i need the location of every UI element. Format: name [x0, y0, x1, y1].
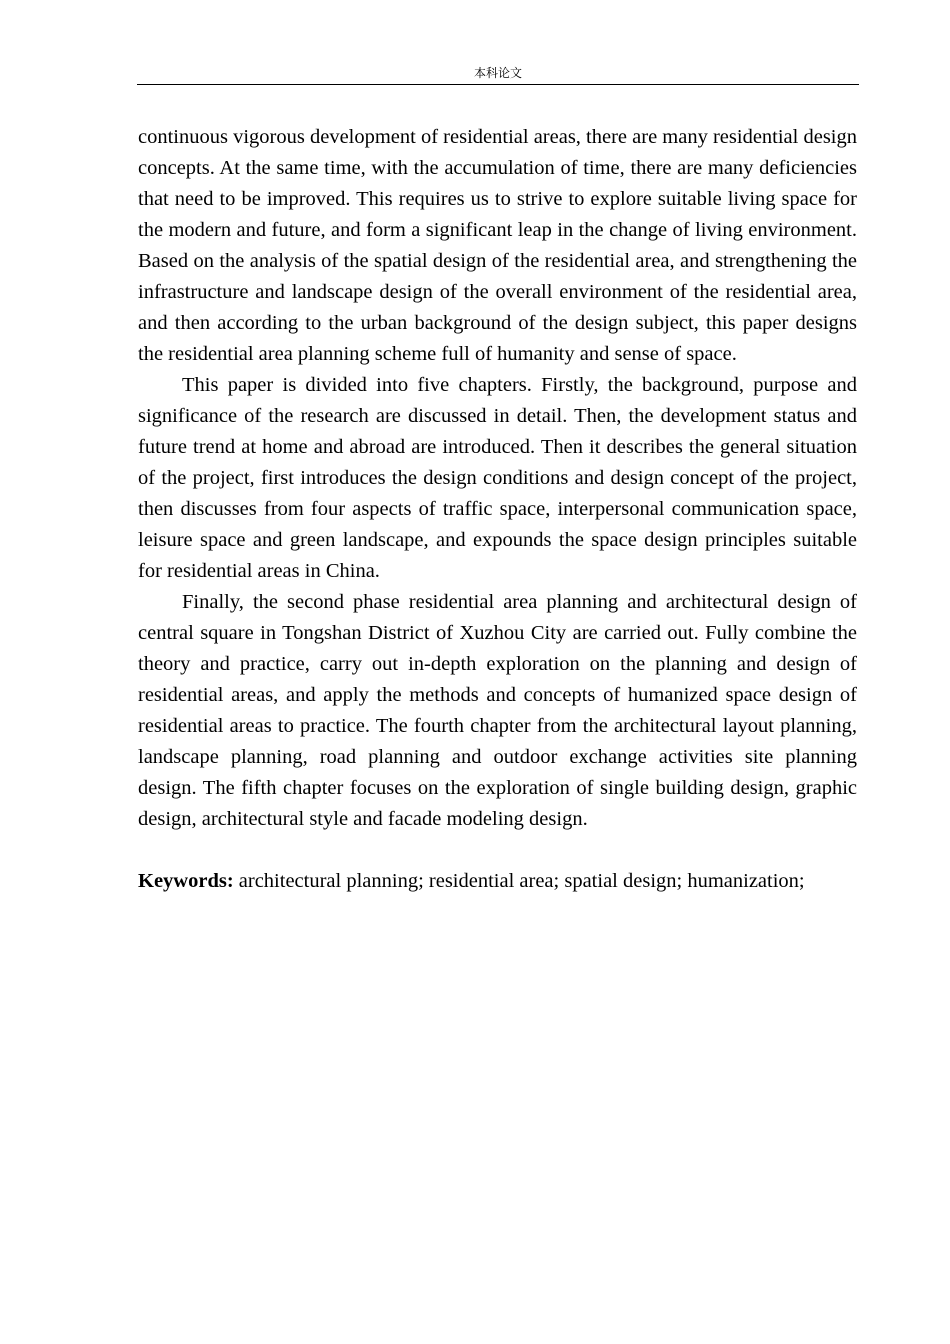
body-paragraph: continuous vigorous development of residential areas, there are many residential design concepts. At the same time, with the accumulation of time, there are many deficiencies that need to be improved. This requires us to strive to explore suitable living space for the modern and future, and form a significant leap in the change of living environment. Based on the analysis of the spatial design of the residential area, and strengthening the infrastructure and landscape design of the overall environment of the residential area, and then according to the urban background of the design subject, this paper designs the residential area planning scheme full of humanity and sense of space. — [138, 126, 857, 365]
page-header — [137, 64, 859, 85]
header-title: 本科论文 — [473, 66, 522, 80]
body-paragraph: This paper is divided into five chapters. Firstly, the background, purpose and significance of the research are discussed in detail. Then, the development status and future trend at home and abroad are introduced. Then it describes the general situation of the project, first introduces the design conditions and design concept of the project, then discusses from four aspects of traffic space, interpersonal communication space, leisure space and green landscape, and expounds the space design principles suitable for residential areas in China. — [138, 374, 857, 582]
document-body — [138, 122, 857, 897]
keywords-text: architectural planning; residential area; spatial design; humanization; — [233, 870, 805, 892]
keywords-label: Keywords: — [138, 870, 234, 892]
body-paragraph: Finally, the second phase residential area planning and architectural design of central square in Tongshan District of Xuzhou City are carried out. Fully combine the theory and practice, carry out in-depth exploration on the planning and design of residential areas, and apply the methods and concepts of humanized space design of residential areas to practice. The fourth chapter from the architectural layout planning, landscape planning, road planning and outdoor exchange activities site planning design. The fifth chapter focuses on the exploration of single building design, graphic design, architectural style and facade modeling design. — [138, 591, 857, 830]
keywords-line — [138, 866, 857, 897]
